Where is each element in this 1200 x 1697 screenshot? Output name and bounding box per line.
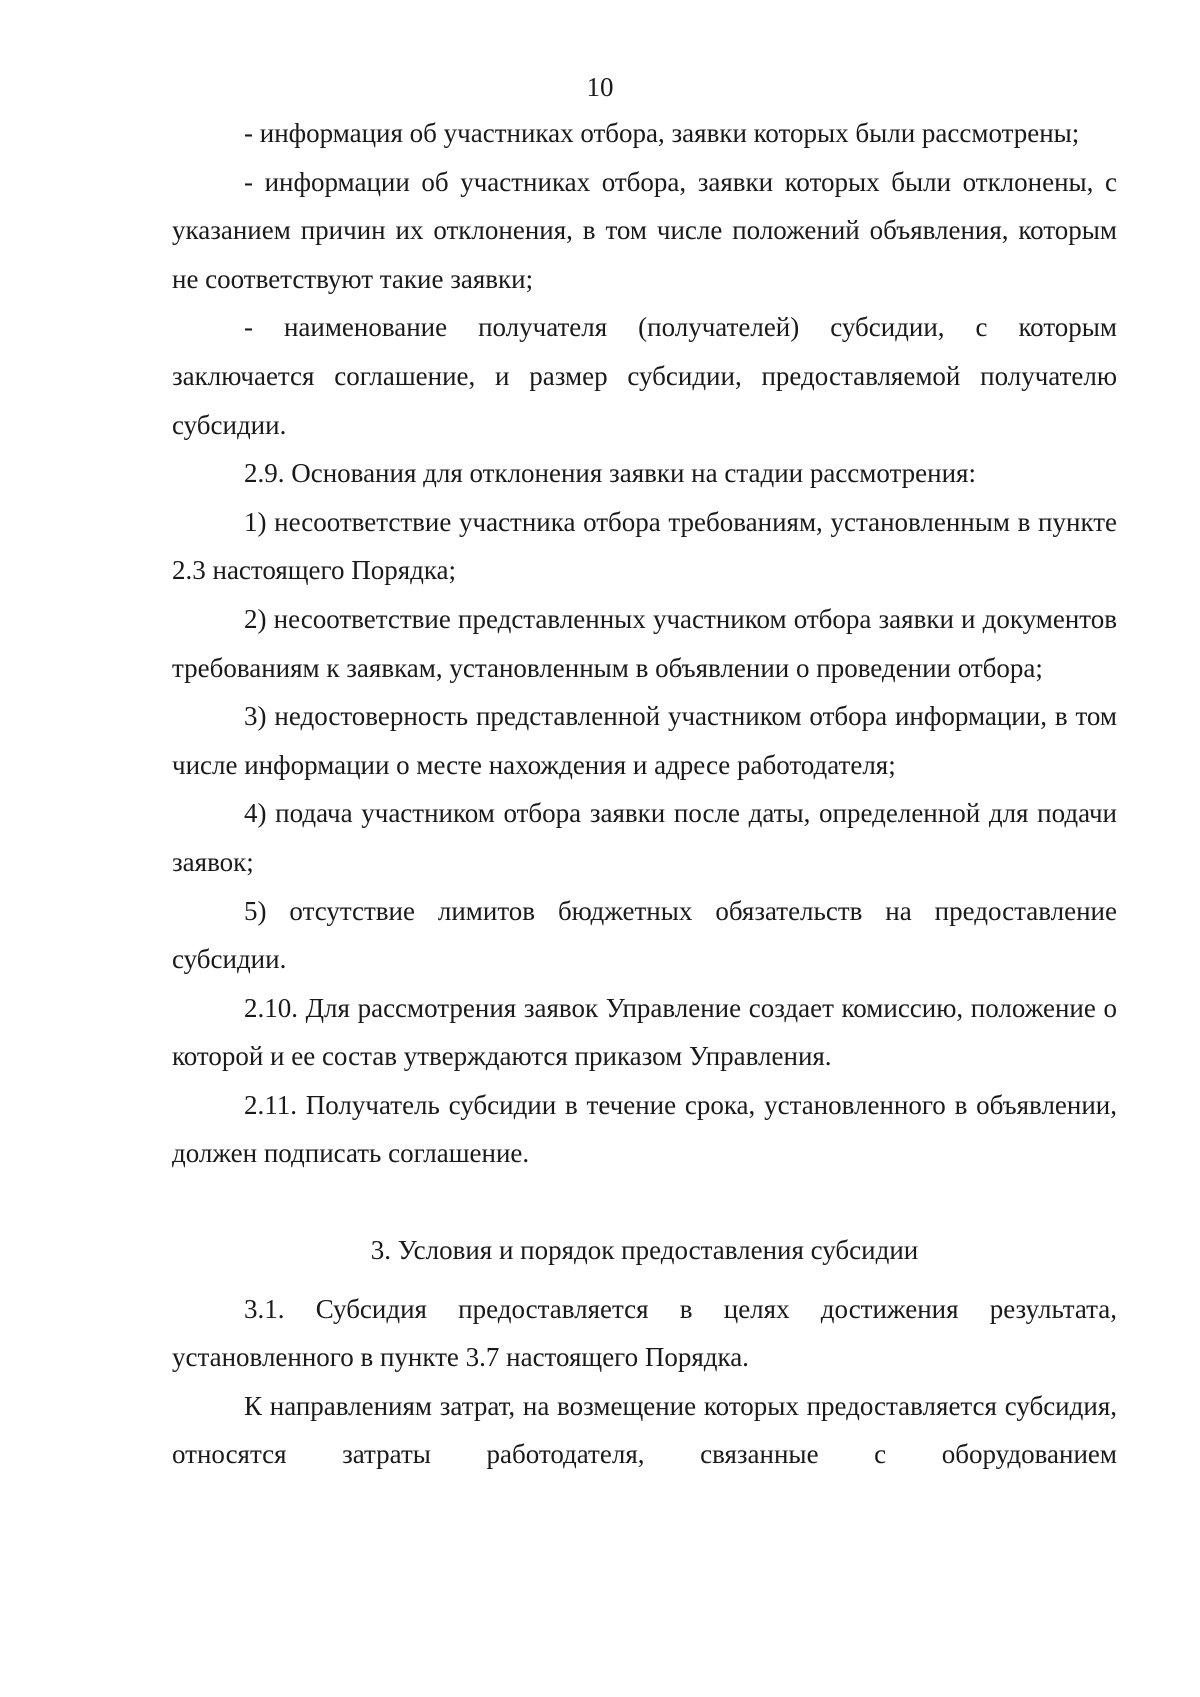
paragraph: 2.11. Получатель субсидии в течение срока, установленного в объявлении, должен подписать соглашение. <box>172 1089 1117 1169</box>
paragraph: 2) несоответствие представленных участником отбора заявки и документов требованиям к заявкам, установленным в объявлении о проведении отбора; <box>172 603 1117 683</box>
paragraph: 3.1. Субсидия предоставляется в целях достижения результата, установленного в пункте 3.7 настоящего Порядка. <box>172 1293 1117 1373</box>
paragraph: К направлениям затрат, на возмещение которых предоставляется субсидия, относятся затраты работодателя, связанные с оборудованием <box>172 1390 1117 1470</box>
document-body <box>172 109 1117 1479</box>
paragraph: 3) недостоверность представленной участником отбора информации, в том числе информации о месте нахождения и адресе работодателя; <box>172 701 1117 780</box>
paragraph: - наименование получателя (получателей) субсидии, с которым заключается соглашение, и размер субсидии, предоставляемой получателю субсидии. <box>172 312 1117 440</box>
paragraph: 4) подача участником отбора заявки после даты, определенной для подачи заявок; <box>172 798 1117 877</box>
paragraph: 2.9. Основания для отклонения заявки на стадии рассмотрения: <box>244 458 976 489</box>
paragraph: - информации об участниках отбора, заявки которых были отклонены, с указанием причин их отклонения, в том числе положений объявления, которым не соответствуют такие заявки; <box>172 166 1117 294</box>
paragraph: - информация об участниках отбора, заявки которых были рассмотрены; <box>244 118 1080 148</box>
paragraph: 2.10. Для рассмотрения заявок Управление создает комиссию, положение о которой и ее состав утверждаются приказом Управления. <box>172 992 1117 1072</box>
section-heading: 3. Условия и порядок предоставления субсидии <box>370 1235 919 1266</box>
page-number: 10 <box>586 72 614 102</box>
paragraph: 5) отсутствие лимитов бюджетных обязательств на предоставление субсидии. <box>172 895 1117 975</box>
paragraph: 1) несоответствие участника отбора требованиям, установленным в пункте 2.3 настоящего Порядка; <box>172 506 1117 586</box>
